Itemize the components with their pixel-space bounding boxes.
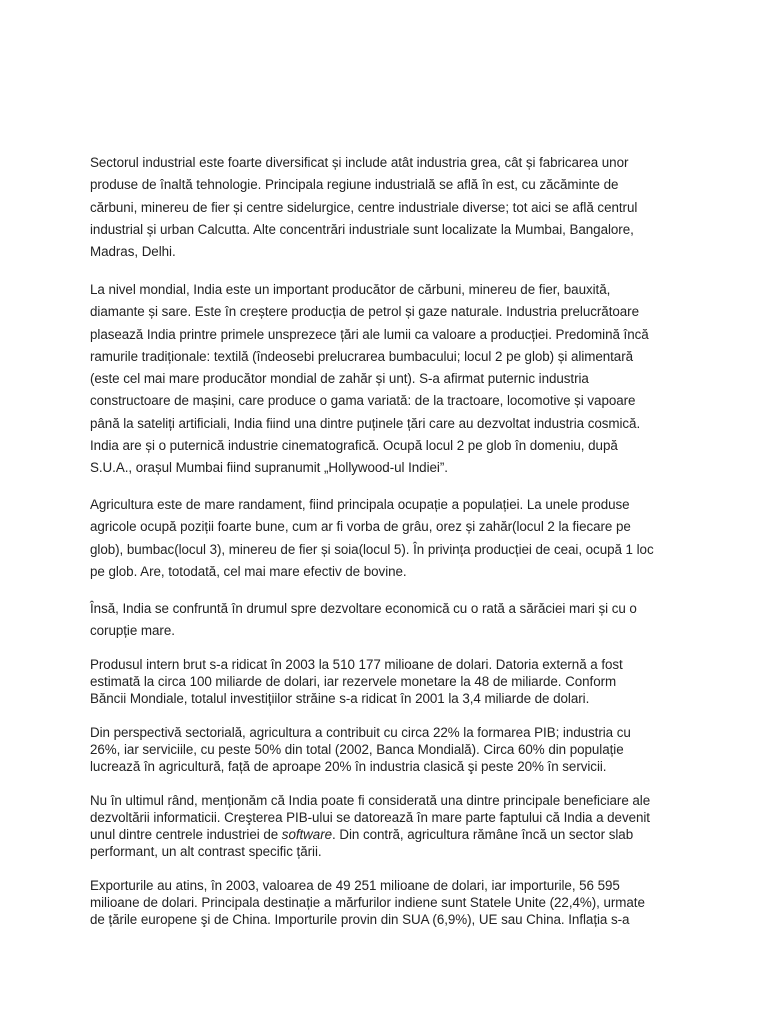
text-line: 26%, iar serviciile, cu peste 50% din total (2002, Banca Mondială). Circa 60% din populație [90, 742, 624, 757]
text-line: cărbuni, minereu de fier și centre sidelurgice, centre industriale diverse; tot aici se află centrul [90, 199, 638, 215]
text-segment: unul dintre centrele industriei de [90, 827, 282, 842]
text-line: ramurile tradiționale: textilă (îndeosebi prelucrarea bumbacului; locul 2 pe glob) și alimentară [90, 348, 634, 364]
text-line: milioane de dolari. Principala destinație a mărfurilor indiene sunt Statele Unite (22,4%), urmate [90, 895, 645, 910]
text-line: performant, un alt contrast specific țării. [90, 844, 322, 859]
text-line: Madras, Delhi. [90, 244, 176, 260]
text-line: diamante și sare. Este în creștere producția de petrol și gaze naturale. Industria prelucrătoare [90, 304, 639, 320]
text-line: plasează India printre primele unsprezece țări ale lumii ca valoare a producției. Predomină încă [90, 326, 649, 342]
text-line: corupție mare. [90, 623, 175, 639]
text-line: Din perspectivă sectorială, agricultura a contribuit cu circa 22% la formarea PIB; industria cu [90, 725, 631, 740]
text-line: Produsul intern brut s-a ridicat în 2003 la 510 177 milioane de dolari. Datoria externă a fost [90, 657, 623, 672]
paragraph-agriculture [90, 494, 654, 583]
text-line: glob), bumbac(locul 3), minereu de fier și soia(locul 5). În privința producției de ceai, ocupă 1 loc [90, 541, 654, 557]
text-line: până la sateliți artificiali, India fiind una dintre puținele țări care au dezvoltat industria cosmică. [90, 415, 641, 431]
paragraph-poverty [90, 598, 637, 643]
text-line: industrial și urban Calcutta. Alte concentrări industriale sunt localizate la Mumbai, Bangalore, [90, 221, 634, 237]
text-line: Agricultura este de mare randament, fiind principala ocupație a populației. La unele produse [90, 497, 630, 512]
text-line: India are și o puternică industrie cinematografică. Ocupă locul 2 pe glob în domeniu, după [90, 438, 618, 454]
text-line: estimată la circa 100 miliarde de dolari, iar rezervele monetare la 48 de miliarde. Conform [90, 674, 617, 689]
text-line: pe glob. Are, totodată, cel mai mare efectiv de bovine. [90, 563, 407, 579]
text-line: de țările europene şi de China. Importurile provin din SUA (6,9%), UE sau China. Inflația s-a [90, 912, 630, 927]
text-line: Sectorul industrial este foarte diversificat și include atât industria grea, cât și fabricarea unor [90, 155, 629, 170]
text-segment: . Din contră, agricultura rămâne încă un sector slab [332, 827, 634, 842]
text-line: Însă, India se confruntă în drumul spre dezvoltare economică cu o rată a sărăciei mari și cu o [90, 601, 637, 616]
text-line: dezvoltării informaticii. Creşterea PIB-ului se datorează în mare parte faptului că India a devenit [90, 810, 650, 825]
text-line: constructoare de mașini, care produce o gama variată: de la tractoare, locomotive și vapoare [90, 393, 636, 409]
text-line: Băncii Mondiale, totalul investițiilor străine s-a ridicat în 2001 la 3,4 miliarde de dolari. [90, 691, 590, 706]
paragraph-gdp [90, 656, 623, 707]
paragraph-industry [90, 152, 637, 263]
text-line: produse de înaltă tehnologie. Principala regiune industrială se află în est, cu zăcăminte de [90, 177, 619, 193]
text-line: Exporturile au atins, în 2003, valoarea de 49 251 milioane de dolari, iar importurile, 56 595 [90, 878, 620, 893]
text-line: S.U.A., orașul Mumbai fiind supranumit „Hollywood-ul Indiei”. [90, 460, 448, 476]
text-line: agricole ocupă poziții foarte bune, cum ar fi vorba de grâu, orez și zahăr(locul 2 la fiecare pe [90, 519, 631, 535]
paragraph-sectors [90, 724, 631, 775]
text-line: lucrează în agricultură, față de aproape 20% în industria clasică şi peste 20% în servicii. [90, 759, 607, 774]
text-line [90, 826, 650, 843]
text-line: La nivel mondial, India este un important producător de cărbuni, minereu de fier, bauxită, [90, 282, 611, 297]
emphasis-software: software [281, 827, 333, 842]
text-line: (este cel mai mare producător mondial de zahăr și unt). S-a afirmat puternic industria [90, 371, 589, 387]
paragraph-trade [90, 877, 645, 928]
paragraph-world-production [90, 279, 649, 480]
text-line: Nu în ultimul rând, menționăm că India poate fi considerată una dintre principale beneficiare ale [90, 793, 651, 808]
paragraph-it [90, 792, 650, 860]
